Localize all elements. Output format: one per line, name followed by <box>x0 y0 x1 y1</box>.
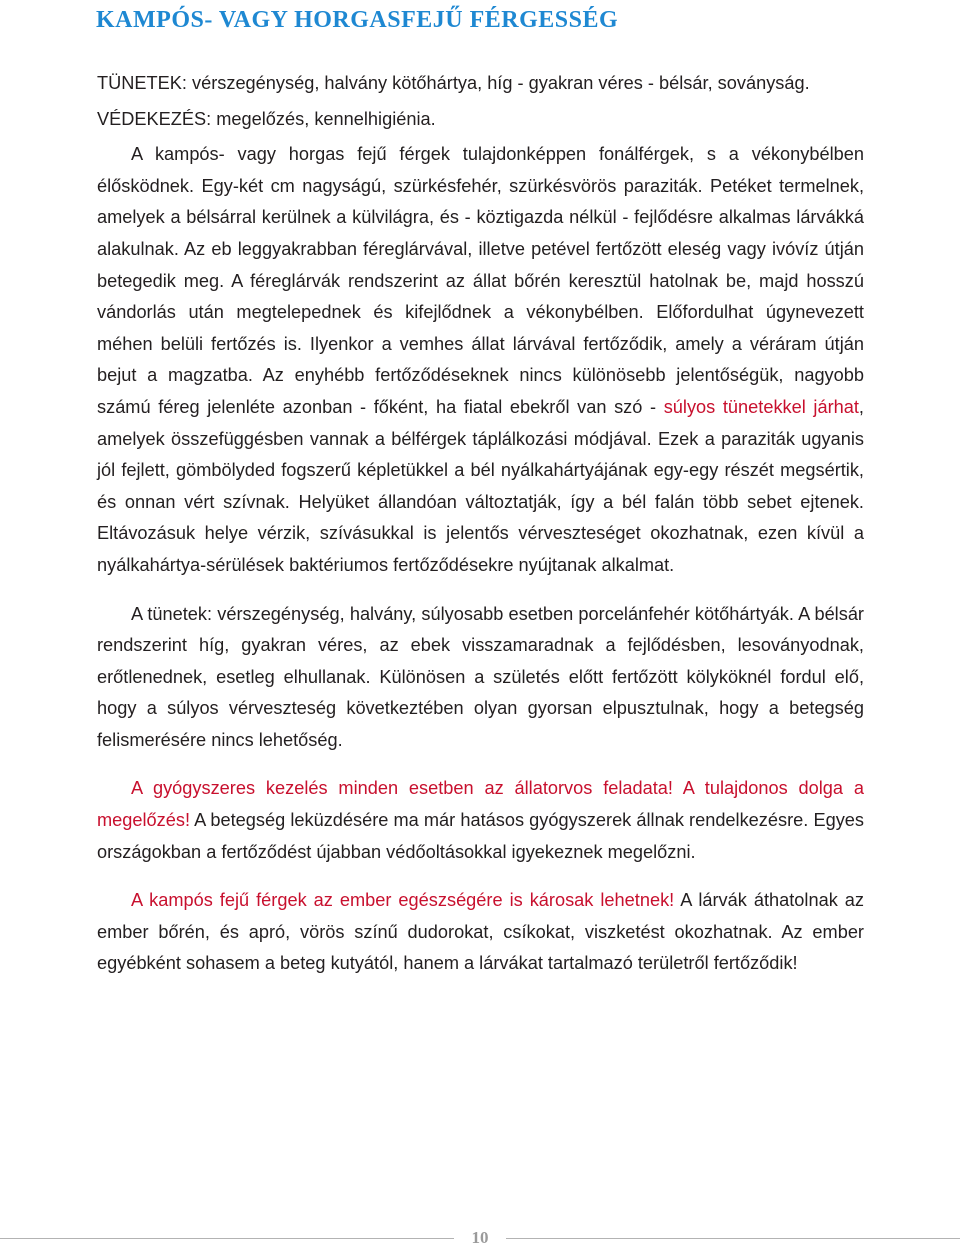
prevention-line: VÉDEKEZÉS: megelőzés, kennelhigiénia. <box>97 108 436 129</box>
paragraph-human-risk <box>97 885 864 980</box>
paragraph-human-risk-text: A lárvák áthatolnak az ember bőrén, és apró, vörös színű dudorokat, csíkokat, viszketést okozhatnak. Az ember egyébként sohasem a beteg kutyától, hanem a lárvákat tartalmazó területről fertőződik! <box>97 890 864 974</box>
page-number: 10 <box>454 1226 506 1250</box>
paragraph-treatment <box>97 773 864 868</box>
paragraph-treatment-highlight: A gyógyszeres kezelés minden esetben az állatorvos feladata! A tulajdonos dolga a megelőzés! <box>97 778 864 831</box>
paragraph-description <box>97 139 864 581</box>
paragraph-description-highlight: súlyos tünetekkel járhat <box>663 396 859 417</box>
paragraph-treatment-text: A betegség leküzdésére ma már hatásos gyógyszerek állnak rendelkezésre. Egyes országokban a fertőződést újabban védőoltásokkal igyekeznek megelőzni. <box>97 810 864 862</box>
paragraph-symptoms: A tünetek: vérszegénység, halvány, súlyosabb esetben porcelánfehér kötőhártyák. A bélsár rendszerint híg, gyakran véres, az ebek visszamaradnak a fejlődésben, lesoványodnak, erőtlenednek, esetleg elhullanak. Különösen a születés előtt fertőzött kölyköknél fordul elő, hogy a súlyos vérveszteség következtében olyan gyorsan elpusztulnak, hogy a betegség felismerésére nincs lehetőség. <box>97 603 864 750</box>
paragraph-human-risk-highlight: A kampós fejű férgek az ember egészségére is károsak lehetnek! <box>131 890 675 911</box>
page-title: KAMPÓS- VAGY HORGASFEJŰ FÉRGESSÉG <box>96 7 619 33</box>
paragraph-description-text-2: , amelyek összefüggésben vannak a bélférgek táplálkozási módjával. Ezek a paraziták ugyanis jól fejlett, gömbölyded fogszerű képletükkel a bél nyálkahártyájának egy-egy részét megsértik, és onnan vért szívnak. Helyüket állandóan változtatják, így a bél falán több sebet ejtenek. Eltávozásuk helye vérzik, szívásukkal is jelentős vérveszteséget okozhatnak, ezen kívül a nyálkahártya-sérülések baktériumos fertőződésekre nyújtanak alkalmat. <box>97 396 864 575</box>
symptoms-line: TÜNETEK: vérszegénység, halvány kötőhártya, híg - gyakran véres - bélsár, soványság. <box>97 73 810 93</box>
paragraph-description-text-1: A kampós- vagy horgas fejű férgek tulajdonképpen fonálférgek, s a vékonybélben élősködnek. Egy-két cm nagyságú, szürkésfehér, szürkésvörös paraziták. Petéket termelnek, amelyek a bélsárral kerülnek a külvilágra, és - köztigazda nélkül - fejlődésre alkalmas lárvákká alakulnak. Az eb leggyakrabban féreglárvával, illetve petével fertőzött eleség vagy ivóvíz útján betegedik meg. A féreglárvák rendszerint az állat bőrén keresztül hatolnak be, majd hosszú vándorlás után megtelepednek és kifejlődnek a vékonybélben. Előfordulhat úgynevezett méhen belüli fertőzés is. Ilyenkor a vemhes állat lárvával fertőződik, amely a véráram útján bejut a magzatba. Az enyhébb fertőződéseknek nincs különösebb jelentőségük, nagyobb számú féreg jelenléte azonban - főként, ha fiatal ebekről van szó - <box>97 144 864 417</box>
article-body <box>97 68 864 980</box>
